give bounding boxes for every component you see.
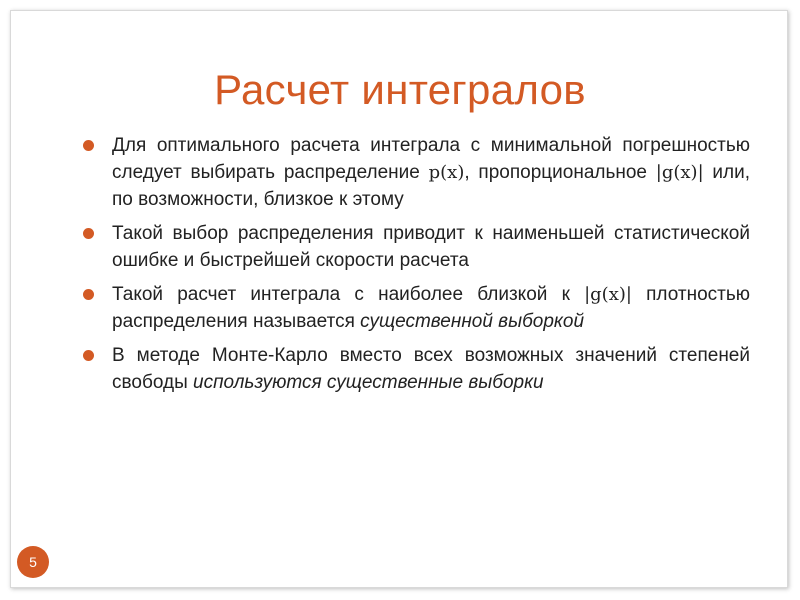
bullet-item	[80, 342, 750, 396]
bullet-list	[80, 132, 750, 403]
bullet-text: В методе Монте-Карло вместо всех возможных значений степеней свободы	[112, 345, 750, 393]
bullet-item	[80, 220, 750, 274]
bullet-text: Такой выбор распределения приводит к наименьшей статистической ошибке и быстрейшей скорости расчета	[112, 223, 750, 271]
bullet-text: Такой расчет интеграла с наиболее близкой к	[112, 284, 585, 305]
bullet-item	[80, 132, 750, 213]
math-expression: |g(x)|	[584, 284, 632, 305]
page-number-badge: 5	[17, 546, 49, 578]
bullet-text: , пропорциональное	[464, 162, 656, 183]
slide-title: Расчет интегралов	[214, 66, 586, 113]
bullet-text: Для оптимального расчета интеграла с минимальной погрешностью следует выбирать распределение	[112, 135, 750, 183]
emphasis-text: существенной выборкой	[360, 311, 585, 332]
bullet-item	[80, 281, 750, 335]
bullet-text: или, по возможности, близкое к этому	[112, 162, 751, 210]
bullet-text: плотностью распределения называется	[112, 284, 750, 332]
math-expression: p(x)	[428, 162, 465, 183]
emphasis-text: используются существенные выборки	[193, 372, 544, 393]
math-expression: |g(x)|	[655, 162, 704, 183]
